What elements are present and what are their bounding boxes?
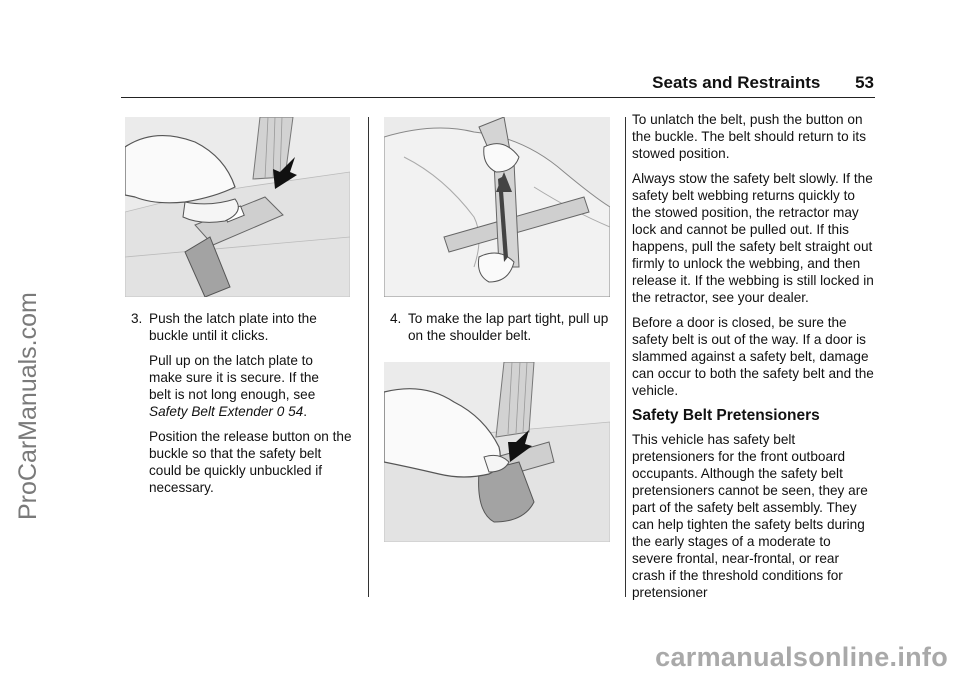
page-header	[652, 73, 874, 93]
illustration-release-button	[384, 362, 610, 542]
illustration-tighten-lap-belt	[384, 117, 610, 297]
illustration-latch-into-buckle	[125, 117, 350, 297]
header-rule	[121, 97, 875, 98]
column-divider	[368, 117, 369, 597]
text-line: Pull up on the latch plate to	[149, 353, 313, 368]
text-line: belt is not long enough, see	[149, 387, 316, 402]
page-number: 53	[855, 73, 874, 92]
column-3-text	[632, 111, 874, 609]
text-line: make sure it is secure. If the	[149, 370, 319, 385]
page-reference-icon: 0	[276, 404, 285, 419]
pretensioners-heading: Safety Belt Pretensioners	[632, 407, 820, 424]
release-button-paragraph: Position the release button on the buckle so that the safety belt could be quickly unbuckled if necessary.	[149, 429, 352, 495]
column-divider	[625, 117, 626, 597]
link-text: Safety Belt Extender	[149, 404, 273, 419]
step-text: To make the lap part tight, pull up on the shoulder belt.	[408, 311, 609, 343]
step-number: 4.	[390, 311, 402, 326]
stow-belt-paragraph: Always stow the safety belt slowly. If the safety belt webbing returns quickly to the stowed position, the retractor may lock and cannot be pulled out. If this happens, pull the safety belt straight out firmly to unlock the webbing, and then release it. If the webbing is still locked in the retractor, see your dealer.	[632, 171, 874, 305]
step-text: Push the latch plate into the buckle until it clicks.	[149, 311, 317, 343]
link-page: 54	[288, 404, 304, 419]
side-watermark: ProCarManuals.com	[14, 292, 42, 520]
section-title: Seats and Restraints	[652, 73, 821, 92]
step-3	[131, 310, 356, 504]
text-line: .	[303, 404, 307, 419]
bottom-watermark: carmanualsonline.info	[655, 642, 948, 672]
unlatch-paragraph: To unlatch the belt, push the button on the buckle. The belt should return to its stowed position.	[632, 112, 867, 161]
pretensioners-paragraph: This vehicle has safety belt pretensioners for the front outboard occupants. Although the safety belt pretensioners cannot be seen, they are part of the safety belt assembly. They can help tighten the safety belts during the early stages of a moderate to severe frontal, near-frontal, or rear crash if the threshold conditions for pretensioner	[632, 432, 868, 600]
step-4	[390, 310, 615, 344]
step-number: 3.	[131, 311, 143, 326]
latch-check-paragraph	[149, 352, 356, 420]
step-3-details	[149, 352, 356, 496]
cross-reference-link[interactable]	[149, 404, 303, 419]
door-warning-paragraph: Before a door is closed, be sure the safety belt is out of the way. If a door is slammed against a safety belt, damage can occur to both the safety belt and the vehicle.	[632, 315, 874, 398]
